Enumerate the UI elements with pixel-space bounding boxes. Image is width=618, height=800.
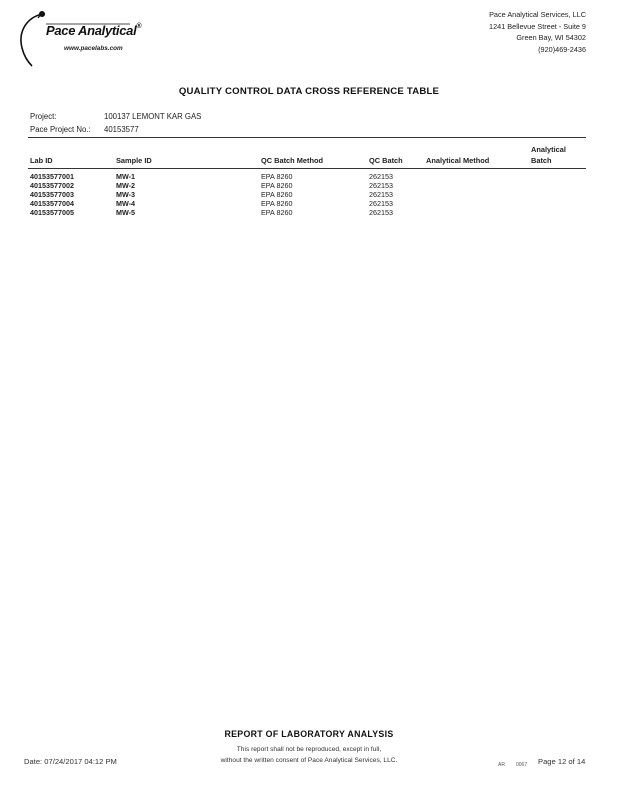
- col-header-analytical-batch-line1: Analytical: [531, 145, 566, 154]
- cell-sample-id: MW-4: [116, 199, 136, 208]
- cell-qc-batch: 262153: [369, 208, 393, 217]
- cell-qc-batch: 262153: [369, 199, 393, 208]
- cell-lab-id: 40153577005: [30, 208, 74, 217]
- logo-trademark: ®: [136, 23, 142, 30]
- page-title: QUALITY CONTROL DATA CROSS REFERENCE TABLE: [178, 86, 440, 97]
- col-header-qc-batch: QC Batch: [369, 156, 403, 165]
- logo-text: Pace Analytical: [46, 23, 137, 38]
- logo-url: www.pacelabs.com: [64, 45, 123, 52]
- cell-sample-id: MW-1: [116, 172, 136, 181]
- col-header-analytical-batch-line2: Batch: [531, 156, 552, 165]
- cell-lab-id: 40153577004: [30, 199, 74, 208]
- cell-lab-id: 40153577003: [30, 190, 74, 199]
- page-number: Page 12 of 14: [538, 757, 586, 766]
- footer-mark-ar: AR: [498, 762, 505, 768]
- report-footer-title: REPORT OF LABORATORY ANALYSIS: [224, 729, 394, 739]
- report-date: Date: 07/24/2017 04:12 PM: [24, 757, 117, 766]
- cell-qc-batch-method: EPA 8260: [261, 208, 293, 217]
- address-line-phone: (920)469-2436: [538, 44, 586, 54]
- cell-lab-id: 40153577002: [30, 181, 74, 190]
- report-notice-line2: without the written consent of Pace Analytical Services, LLC.: [220, 757, 398, 764]
- project-label: Project:: [30, 112, 57, 121]
- cell-qc-batch-method: EPA 8260: [261, 172, 293, 181]
- address-line-city: Green Bay, WI 54302: [516, 33, 586, 43]
- lab-address: [489, 9, 586, 55]
- footer-mark-code: 0067: [516, 762, 528, 768]
- cell-qc-batch: 262153: [369, 190, 393, 199]
- col-header-qc-batch-method: QC Batch Method: [261, 156, 323, 165]
- pace-project-label: Pace Project No.:: [30, 125, 91, 134]
- col-header-analytical-method: Analytical Method: [426, 156, 490, 165]
- cell-sample-id: MW-2: [116, 181, 136, 190]
- cell-sample-id: MW-3: [116, 190, 136, 199]
- cell-qc-batch-method: EPA 8260: [261, 199, 293, 208]
- address-line-street: 1241 Bellevue Street - Suite 9: [489, 21, 586, 31]
- col-header-sample-id: Sample ID: [116, 156, 152, 165]
- col-header-lab-id: Lab ID: [30, 156, 53, 165]
- cell-qc-batch-method: EPA 8260: [261, 190, 293, 199]
- cell-qc-batch: 262153: [369, 181, 393, 190]
- cell-lab-id: 40153577001: [30, 172, 74, 181]
- cell-qc-batch-method: EPA 8260: [261, 181, 293, 190]
- header-divider: [28, 137, 586, 138]
- address-line-company: Pace Analytical Services, LLC: [489, 10, 586, 19]
- cell-sample-id: MW-5: [116, 208, 136, 217]
- table-header-divider: [28, 168, 586, 169]
- report-notice-line1: This report shall not be reproduced, except in full,: [236, 746, 382, 753]
- cell-qc-batch: 262153: [369, 172, 393, 181]
- pace-project-value: 40153577: [104, 125, 139, 134]
- pace-analytical-logo: [12, 6, 152, 68]
- project-value: 100137 LEMONT KAR GAS: [104, 112, 202, 121]
